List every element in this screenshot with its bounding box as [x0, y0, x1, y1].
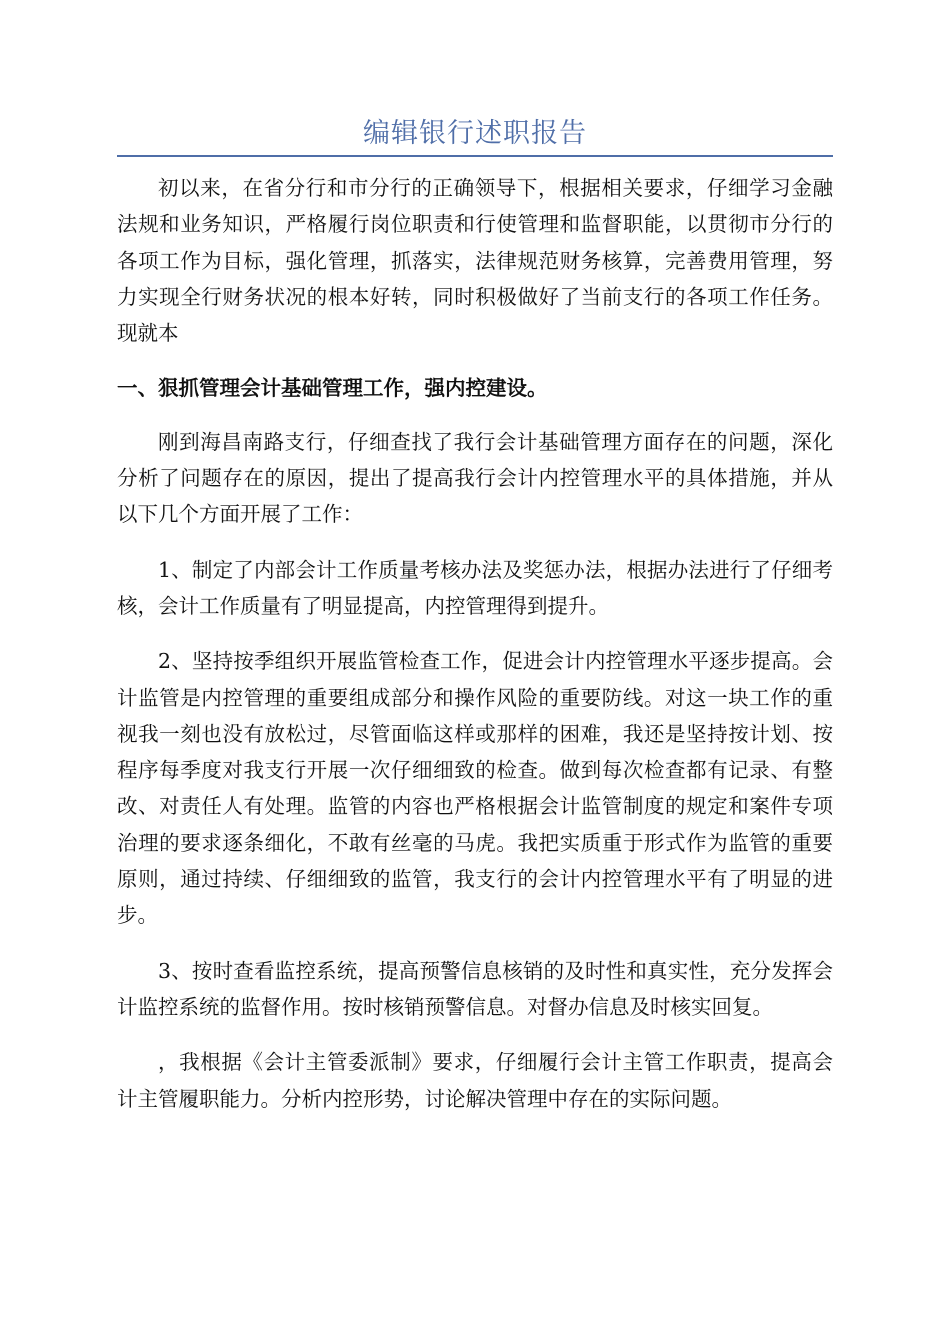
page-title: 编辑银行述职报告	[363, 118, 587, 149]
intro-paragraph: 初以来，在省分行和市分行的正确领导下，根据相关要求，仔细学习金融法规和业务知识，严格履行岗位职责和行使管理和监督职能，以贯彻市分行的各项工作为目标，强化管理，抓落实，法律规范财务核算，完善费用管理，努力实现全行财务状况的根本好转，同时积极做好了当前支行的各项工作任务。现就本	[117, 176, 833, 346]
body-paragraph: 刚到海昌南路支行，仔细查找了我行会计基础管理方面存在的问题，深化分析了问题存在的原因，提出了提高我行会计内控管理水平的具体措施，并从以下几个方面开展了工作：	[117, 429, 833, 527]
list-item-3: 3、按时查看监控系统，提高预警信息核销的及时性和真实性，充分发挥会计监控系统的监督作用。按时核销预警信息。对督办信息及时核实回复。	[117, 958, 833, 1019]
list-item-2: 2、坚持按季组织开展监管检查工作，促进会计内控管理水平逐步提高。会计监管是内控管理的重要组成部分和操作风险的重要防线。对这一块工作的重视我一刻也没有放松过，尽管面临这样或那样的困难，我还是坚持按计划、按程序每季度对我支行开展一次仔细细致的检查。做到每次检查都有记录、有整改、对责任人有处理。监管的内容也严格根据会计监管制度的规定和案件专项治理的要求逐条细化，不敢有丝毫的马虎。我把实质重于形式作为监管的重要原则，通过持续、仔细细致的监管，我支行的会计内控管理水平有了明显的进步。	[117, 649, 833, 928]
list-item-1: 1、制定了内部会计工作质量考核办法及奖惩办法，根据办法进行了仔细考核，会计工作质量有了明显提高，内控管理得到提升。	[117, 557, 833, 618]
body-paragraph-final: ，我根据《会计主管委派制》要求，仔细履行会计主管工作职责，提高会计主管履职能力。分析内控形势，讨论解决管理中存在的实际问题。	[117, 1050, 833, 1111]
title-underline	[117, 155, 833, 157]
section-heading: 一、狠抓管理会计基础管理工作，强内控建设。	[117, 376, 548, 401]
document-body	[117, 170, 833, 1136]
